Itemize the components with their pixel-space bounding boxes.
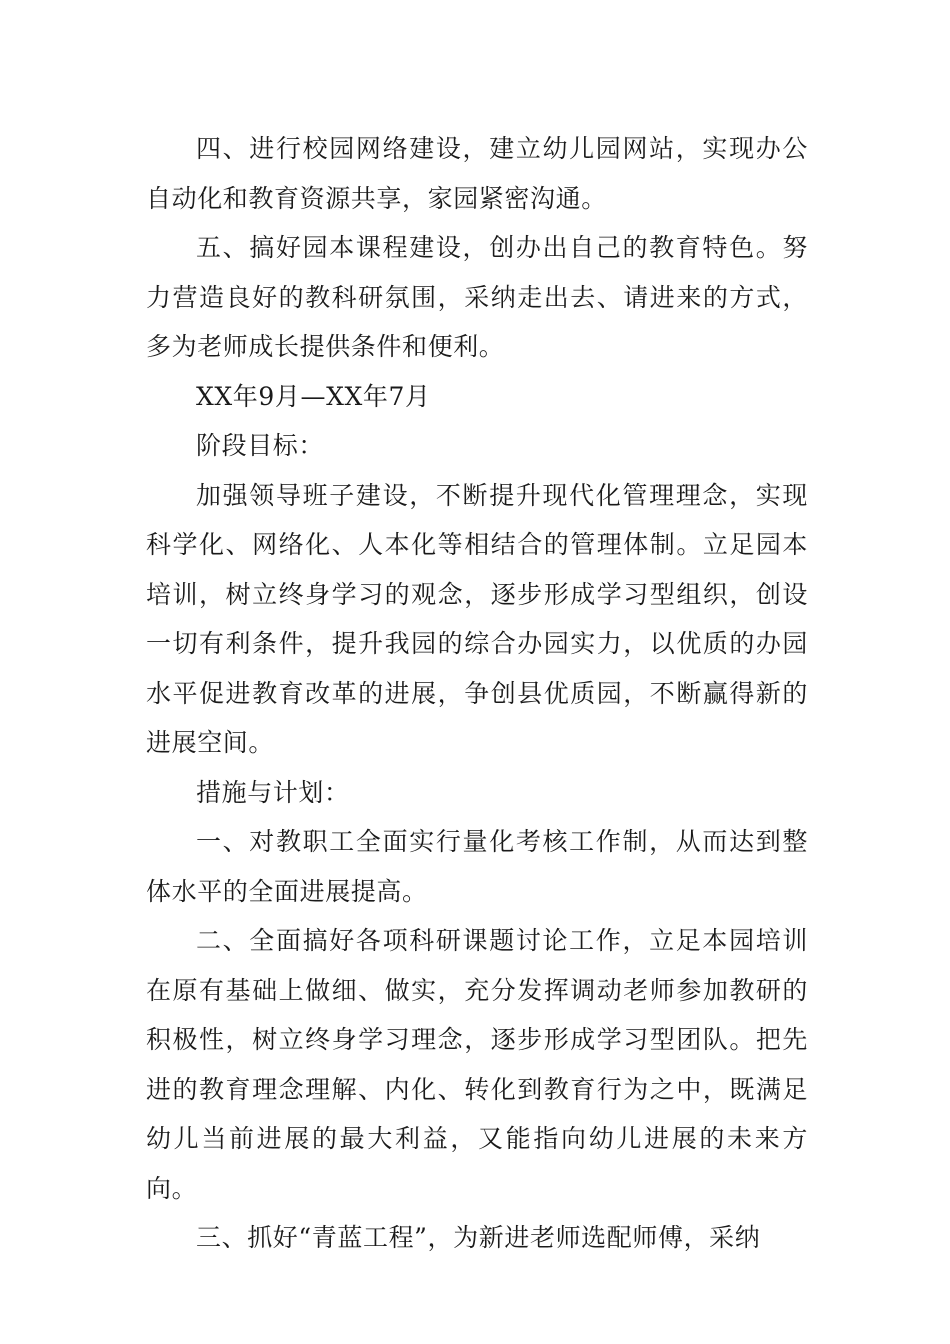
stage-goals-heading: 阶段目标：	[196, 431, 325, 460]
measure-item-1: 一、对教职工全面实行量化考核工作制，从而达到整体水平的全面进展提高。	[146, 827, 808, 906]
paragraph-item-5-curriculum: 五、搞好园本课程建设，创办出自己的教育特色。努力营造良好的教科研氛围，采纳走出去、请进来的方式，多为老师成长提供条件和便利。	[146, 233, 808, 361]
date-range-heading: XX年9月—XX年7月	[196, 381, 431, 411]
measures-plan-heading: 措施与计划：	[196, 777, 350, 807]
paragraph-item-4-network: 四、进行校园网络建设，建立幼儿园网站，实现办公自动化和教育资源共享，家园紧密沟通。	[146, 134, 808, 213]
stage-goals-paragraph: 加强领导班子建设，不断提升现代化管理理念，实现科学化、网络化、人本化等相结合的管理体制。立足园本培训，树立终身学习的观念，逐步形成学习型组织，创设一切有利条件，提升我园的综合办园实力，以优质的办园水平促进教育改革的进展，争创县优质园，不断赢得新的进展空间。	[146, 480, 808, 757]
measure-item-3: 三、抓好“青蓝工程”，为新进老师选配师傅，采纳	[196, 1223, 761, 1252]
measure-item-2: 二、全面搞好各项科研课题讨论工作，立足本园培训在原有基础上做细、做实，充分发挥调动老师参加教研的积极性，树立终身学习理念，逐步形成学习型团队。把先进的教育理念理解、内化、转化到教育行为之中，既满足幼儿当前进展的最大利益，又能指向幼儿进展的未来方向。	[146, 926, 808, 1203]
document-body	[146, 124, 808, 1263]
